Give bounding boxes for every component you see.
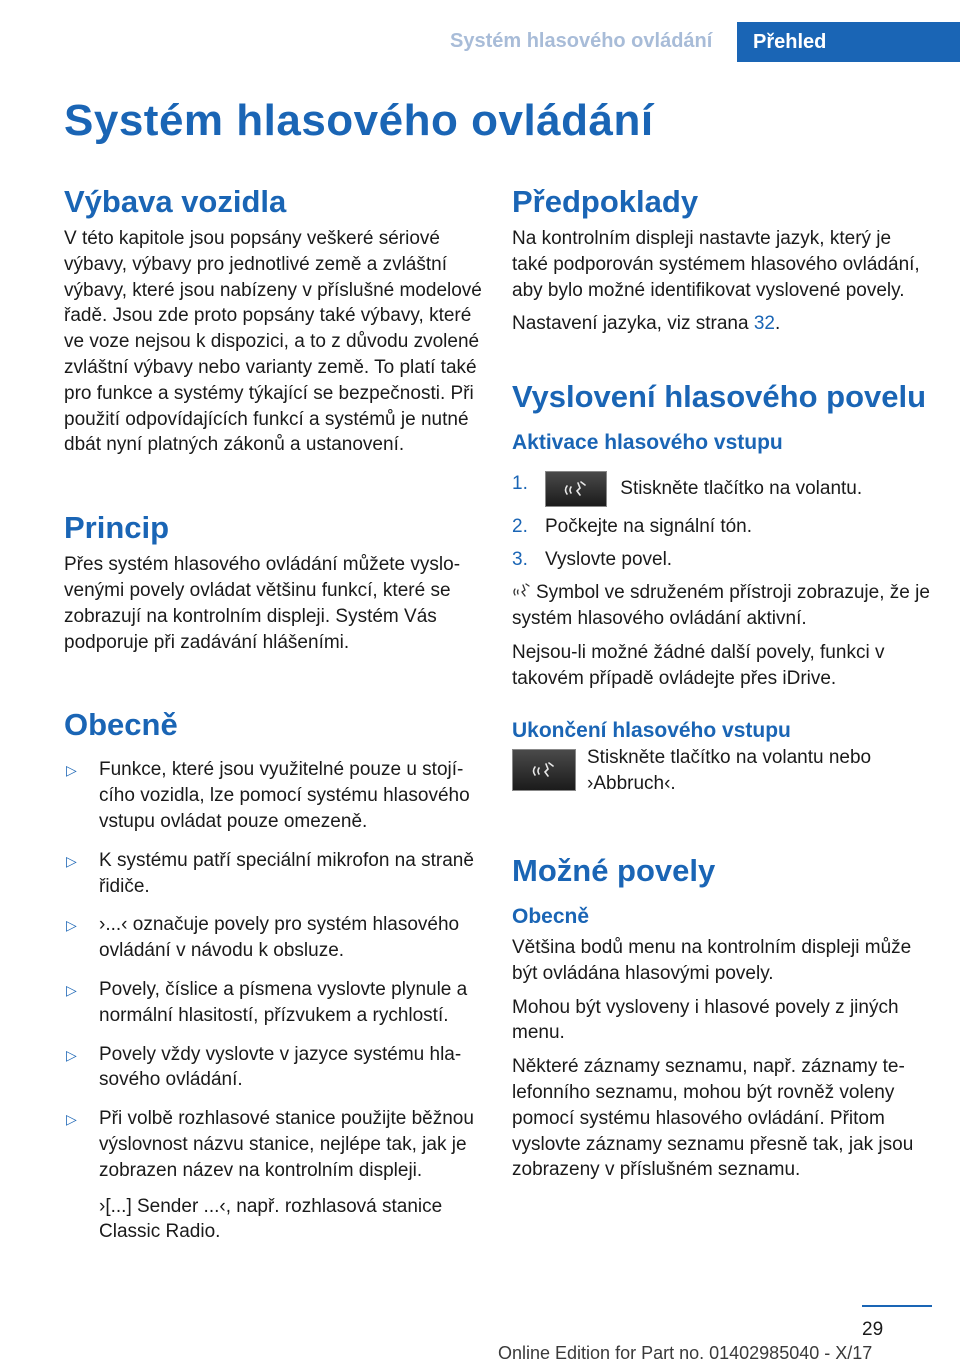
triangle-bullet-icon: ▷	[66, 1046, 77, 1063]
paragraph-language-ref: Nastavení jazyka, viz strana 32.	[512, 313, 781, 335]
steps-list	[512, 471, 932, 573]
list-item: ▷ Při volbě rozhlasové stanice použijte běžnou výslovnost názvu stanice, nejlépe tak, jak je zobrazen název na kontrolním displeji. ›[...] Sender ...‹, např. rozhlasová stanice Classic Radio.	[64, 1106, 482, 1245]
heading-mozne-obecne: Obecně	[512, 904, 590, 928]
step-number: 2.	[512, 516, 528, 538]
triangle-bullet-icon: ▷	[66, 917, 77, 934]
list-item: ▷ Povely, číslice a písmena vyslovte plynule a normální hlasitostí, přízvukem a rychlostí.	[66, 978, 468, 1026]
header-tab: Přehled	[737, 22, 960, 62]
header-section-label: Systém hlasového ovládání	[450, 30, 713, 52]
footer-rule	[862, 1305, 932, 1307]
triangle-bullet-icon: ▷	[66, 1111, 77, 1128]
heading-aktivace: Aktivace hlasového vstupu	[512, 431, 783, 455]
ukonceni-row	[512, 745, 932, 797]
paragraph-princip: Přes systém hlasového ovládání můžete vyslovenými povely ovládat většinu funkcí, které se zobrazují na kontrolním displeji. Systém Vás podporuje při zadávání hlášeními.	[64, 554, 461, 653]
list-item: 1. Stiskněte tlačítko na volantu.	[512, 471, 932, 507]
heading-obecne: Obecně	[64, 707, 178, 743]
step-number: 1.	[512, 473, 528, 495]
paragraph-no-commands: Nejsou-li možné žádné další povely, funkci v takovém případě ovládejte přes iDrive.	[512, 641, 885, 689]
page-header	[0, 0, 960, 62]
edition-text: Online Edition for Part no. 01402985040 - X/17	[498, 1343, 873, 1363]
page-title: Systém hlasového ovládání	[64, 96, 654, 145]
list-item: 2. Počkejte na signální tón.	[512, 514, 932, 540]
voice-active-symbol-icon	[512, 582, 532, 600]
paragraph-mozne-3: Některé záznamy seznamu, např. záznamy telefonního seznamu, mohou být rovněž voleny pomocí systému hlasového ovládání. Přitom vyslovte záznamy seznamu přesně tak, jak jsou zobrazeny v příslušném seznamu.	[512, 1056, 914, 1181]
triangle-bullet-icon: ▷	[66, 762, 77, 779]
paragraph-vybava: V této kapitole jsou popsány veškeré sériové výbavy, výbavy pro jednotlivé země a zvláštní výbavy, které jsou nabízeny v příslušné modelové řadě. Jsou zde proto popsány také výbavy, které ve voze nejsou k dispozici, a to z důvodu zvolené zvláštní výbavy nebo varianty země. To platí také pro funkce a systémy týkající se bezpečnosti. Při použití odpovídajících funkcí a systémů je nutné dbát nyní platných zákonů a ustanovení.	[64, 228, 482, 456]
triangle-bullet-icon: ▷	[66, 852, 77, 869]
heading-mozne-povely: Možné povely	[512, 852, 716, 888]
list-item: ▷ Funkce, které jsou využitelné pouze u stojícího vozidla, lze pomocí systému hlasového vstupu ovládat pouze omezeně.	[66, 759, 470, 832]
page-number: 29	[862, 1319, 884, 1340]
paragraph-mozne-2: Mohou být vysloveny i hlasové povely z jiných menu.	[512, 996, 899, 1044]
heading-ukonceni: Ukončení hlasového vstupu	[512, 719, 791, 743]
list-item: 3. Vyslovte povel.	[512, 547, 932, 573]
heading-predpoklady: Předpoklady	[512, 184, 699, 219]
paragraph-predpoklady: Na kontrolním displeji nastavte jazyk, který je také podporován systémem hlasového ovládání, aby bylo možné identifikovat vyslovené povely.	[512, 228, 920, 301]
paragraph-mozne-1: Většina bodů menu na kontrolním displeji může být ovládána hlasovými povely.	[512, 936, 912, 984]
page-link[interactable]: 32	[753, 313, 775, 335]
heading-vysloveni: Vyslovení hlasového povelu	[512, 379, 927, 415]
heading-vybava: Výbava vozidla	[64, 184, 287, 219]
step-number: 3.	[512, 549, 528, 571]
list-item-subtext: ›[...] Sender ...‹, např. rozhlasová stanice Classic Radio.	[99, 1195, 443, 1243]
left-column	[64, 180, 482, 1258]
triangle-bullet-icon: ▷	[66, 981, 77, 998]
paragraph-symbol: Symbol ve sdruženém přístroji zobrazuje, že je systém hlasového ovládání aktivní.	[512, 582, 930, 629]
heading-princip: Princip	[64, 510, 170, 546]
bullet-list-obecne	[64, 757, 482, 1245]
right-column	[512, 180, 932, 1191]
paragraph-ukonceni: Stiskněte tlačítko na volantu nebo ›Abbruch‹.	[587, 747, 872, 795]
voice-command-button-icon	[545, 471, 607, 507]
list-item: ▷ ›...‹ označuje povely pro systém hlasového ovládání v návodu k obsluze.	[66, 914, 460, 962]
voice-command-button-icon	[512, 749, 576, 791]
list-item: ▷ K systému patří speciální mikrofon na straně řidiče.	[66, 849, 474, 897]
list-item: ▷ Povely vždy vyslovte v jazyce systému hlasového ovládání.	[66, 1043, 462, 1091]
